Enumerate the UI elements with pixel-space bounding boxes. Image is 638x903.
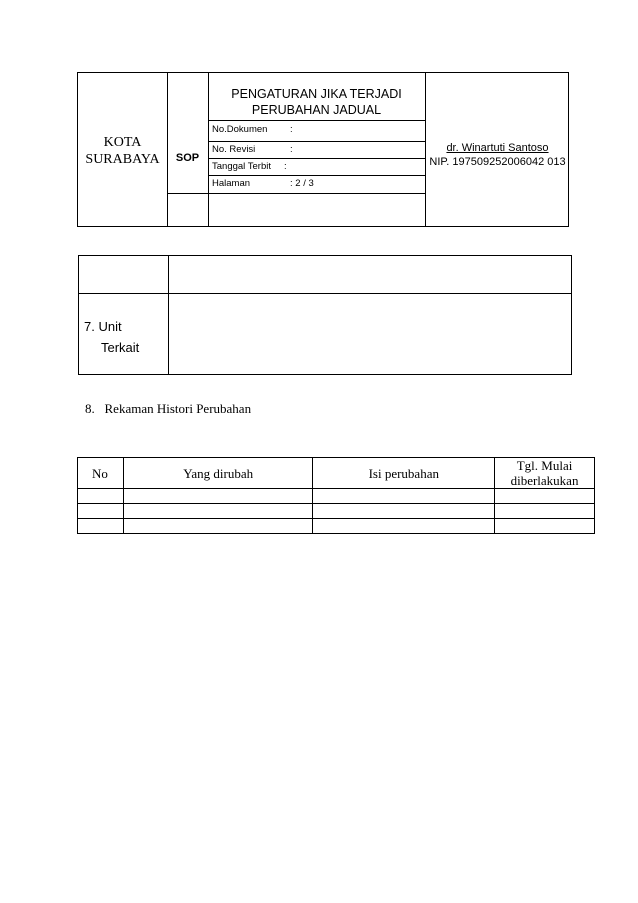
table-cell [123,504,313,519]
document-header [77,72,569,227]
field-label: No. Revisi [212,144,256,155]
table-row [78,519,595,534]
section-heading: 8. Rekaman Histori Perubahan [85,401,252,416]
column-header-isi-perubahan: Isi perubahan [313,458,495,489]
field-halaman [212,175,422,192]
field-value: : [290,124,293,135]
table-cell [313,504,495,519]
table-cell [313,519,495,534]
table-cell [78,519,124,534]
table-cell [78,489,124,504]
table-cell [495,489,595,504]
table-row [78,504,595,519]
column-header-yang-dirubah: Yang dirubah [123,458,313,489]
field-label: No.Dokumen [212,124,268,135]
table-divider [168,256,169,374]
title-line-2: PERUBAHAN JADUAL [251,103,382,117]
unit-terkait-table [78,255,572,375]
table-row [78,489,595,504]
table-cell [78,504,124,519]
document-type: SOP [175,151,200,164]
table-cell [123,519,313,534]
field-no-revisi [212,141,422,158]
column-header-tgl-mulai [495,458,595,489]
field-tanggal-terbit [212,158,422,175]
column-header-line: diberlakukan [510,473,579,488]
table-cell [123,489,313,504]
field-value: : [284,161,287,172]
field-value: : [290,144,293,155]
signatory-nip: NIP. 197509252006042 013 [429,156,566,168]
title-line-1: PENGATURAN JIKA TERJADI [231,87,402,101]
city-name [78,73,167,228]
city-line-2: SURABAYA [85,151,160,167]
table-cell [495,519,595,534]
column-header-no: No [78,458,124,489]
table-cell [495,504,595,519]
history-table [77,457,595,534]
field-label: Halaman [212,178,251,189]
unit-terkait-label [84,316,139,358]
table-cell [313,489,495,504]
signatory-block [425,141,570,169]
city-line-1: KOTA [103,134,142,150]
unit-label-line-1: 7. Unit [84,319,122,334]
field-label: Tanggal Terbit [212,161,271,172]
unit-label-line-2: Terkait [101,340,140,355]
table-header-row [78,458,595,489]
column-header-line: Tgl. Mulai [516,458,573,473]
table-divider [79,293,571,294]
field-no-dokumen [212,121,422,138]
document-title [208,86,425,118]
field-value: : 2 / 3 [290,178,314,189]
signatory-name: dr. Winartuti Santoso [446,142,549,154]
